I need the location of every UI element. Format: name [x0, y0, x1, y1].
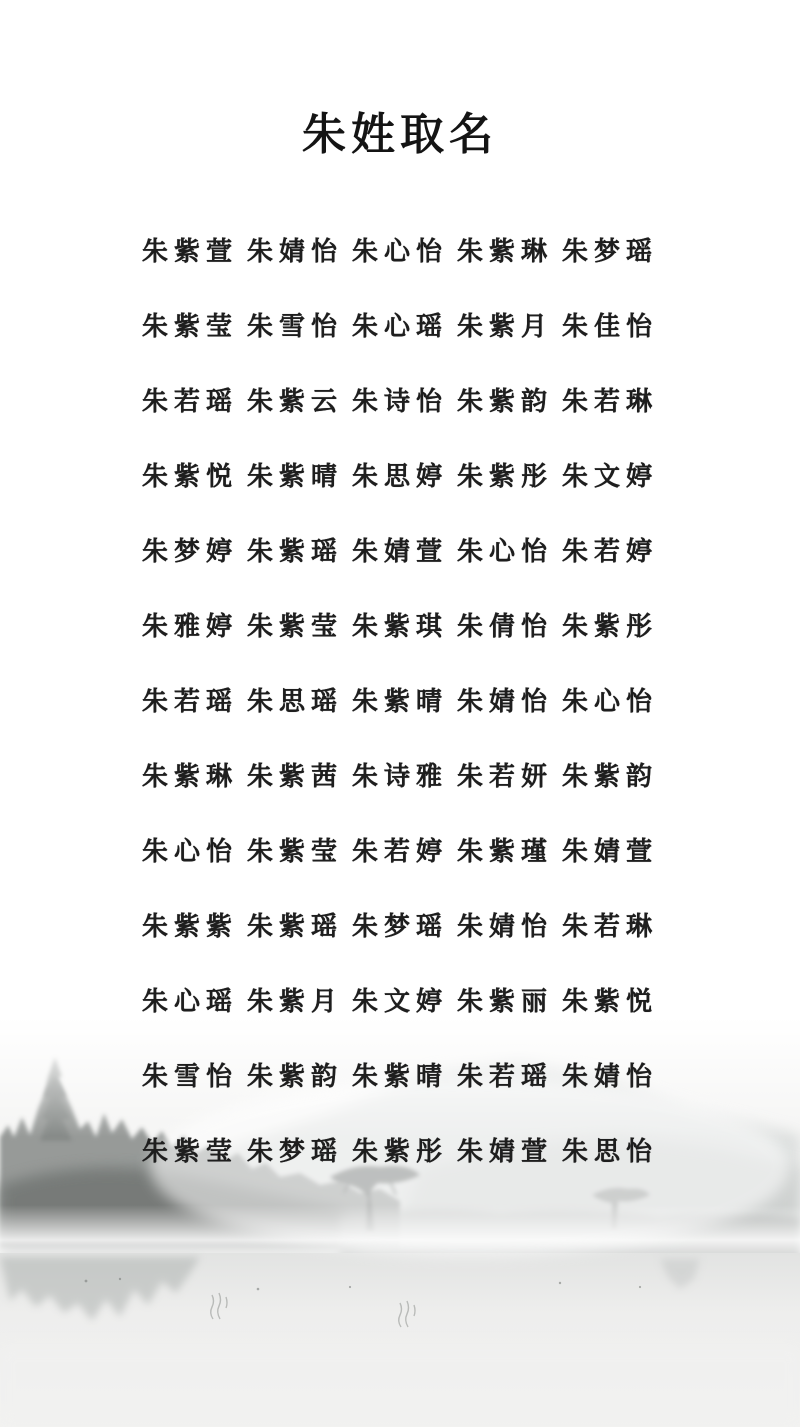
name-text: 朱紫晴 [246, 462, 343, 491]
name-text: 朱紫彤 [457, 462, 554, 491]
name-text: 朱紫瑶 [246, 537, 343, 566]
name-text: 朱若瑶 [457, 1062, 554, 1091]
name-text: 朱心瑶 [351, 312, 448, 341]
name-text: 朱紫莹 [141, 312, 238, 341]
name-text: 朱若妍 [457, 762, 554, 791]
name-text: 朱紫韵 [457, 387, 554, 416]
name-row [142, 676, 658, 723]
name-text: 朱心怡 [351, 237, 448, 266]
name-text: 朱梦瑶 [246, 1137, 343, 1166]
name-text: 朱紫莹 [246, 612, 343, 641]
name-text: 朱若婷 [562, 537, 659, 566]
name-text: 朱紫悦 [562, 987, 659, 1016]
name-text: 朱紫云 [246, 387, 343, 416]
name-text: 朱心怡 [457, 537, 554, 566]
name-text: 朱紫琪 [351, 612, 448, 641]
name-text: 朱心怡 [562, 687, 659, 716]
name-text: 朱若琳 [562, 912, 659, 941]
name-text: 朱雪怡 [246, 312, 343, 341]
name-text: 朱梦婷 [141, 537, 238, 566]
name-row [142, 1051, 658, 1098]
name-text: 朱佳怡 [562, 312, 659, 341]
name-text: 朱若瑶 [141, 687, 238, 716]
name-text: 朱紫莹 [246, 837, 343, 866]
name-text: 朱紫瑾 [457, 837, 554, 866]
name-text: 朱若琳 [562, 387, 659, 416]
name-text: 朱心怡 [141, 837, 238, 866]
name-row [142, 301, 658, 348]
bottom-haze [0, 1347, 800, 1427]
name-text: 朱婧萱 [562, 837, 659, 866]
name-text: 朱紫月 [246, 987, 343, 1016]
name-text: 朱紫萱 [141, 237, 238, 266]
names-list [0, 226, 800, 1201]
name-text: 朱婧怡 [562, 1062, 659, 1091]
name-text: 朱紫紫 [141, 912, 238, 941]
name-text: 朱紫韵 [246, 1062, 343, 1091]
name-text: 朱婧萱 [351, 537, 448, 566]
name-row [142, 901, 658, 948]
name-text: 朱紫晴 [351, 687, 448, 716]
name-row [142, 601, 658, 648]
name-text: 朱婧怡 [246, 237, 343, 266]
name-text: 朱紫琳 [457, 237, 554, 266]
name-text: 朱紫瑶 [246, 912, 343, 941]
name-text: 朱紫丽 [457, 987, 554, 1016]
name-text: 朱婧萱 [457, 1137, 554, 1166]
name-text: 朱紫悦 [141, 462, 238, 491]
name-text: 朱梦瑶 [562, 237, 659, 266]
name-row [142, 751, 658, 798]
page-title: 朱姓取名 [302, 110, 498, 159]
name-text: 朱心瑶 [141, 987, 238, 1016]
name-text: 朱婧怡 [457, 912, 554, 941]
name-row [142, 226, 658, 273]
name-text: 朱文婷 [351, 987, 448, 1016]
name-row [142, 376, 658, 423]
name-row [142, 1126, 658, 1173]
name-text: 朱思婷 [351, 462, 448, 491]
name-text: 朱紫韵 [562, 762, 659, 791]
name-text: 朱雪怡 [141, 1062, 238, 1091]
name-text: 朱思瑶 [246, 687, 343, 716]
name-text: 朱紫月 [457, 312, 554, 341]
name-text: 朱紫晴 [351, 1062, 448, 1091]
name-text: 朱文婷 [562, 462, 659, 491]
name-text: 朱婧怡 [457, 687, 554, 716]
name-row [142, 451, 658, 498]
name-text: 朱思怡 [562, 1137, 659, 1166]
name-text: 朱若瑶 [141, 387, 238, 416]
name-text: 朱雅婷 [141, 612, 238, 641]
name-text: 朱紫莹 [141, 1137, 238, 1166]
name-row [142, 826, 658, 873]
name-text: 朱倩怡 [457, 612, 554, 641]
name-text: 朱诗怡 [351, 387, 448, 416]
name-text: 朱紫琳 [141, 762, 238, 791]
name-row [142, 526, 658, 573]
name-text: 朱紫彤 [562, 612, 659, 641]
name-text: 朱紫茜 [246, 762, 343, 791]
name-text: 朱梦瑶 [351, 912, 448, 941]
name-text: 朱紫彤 [351, 1137, 448, 1166]
name-row [142, 976, 658, 1023]
name-text: 朱诗雅 [351, 762, 448, 791]
name-text: 朱若婷 [351, 837, 448, 866]
